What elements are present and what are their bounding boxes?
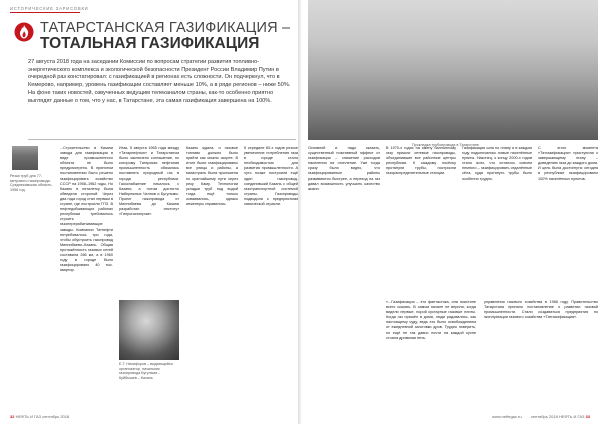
article-title-line1: ТАТАРСТАНСКАЯ ГАЗИФИКАЦИЯ – <box>40 20 291 36</box>
article-title <box>40 21 295 51</box>
lead-divider <box>28 139 296 140</box>
right-page <box>302 0 600 424</box>
article-title-line2: ТОТАЛЬНАЯ ГАЗИФИКАЦИЯ <box>40 35 260 52</box>
footer-center: www.neftegaz.ru <box>492 414 522 419</box>
right-column-quote: «...Газификация – это фантастика, она поистине всего сказать. В самом начале не верили, когда видели первые, порой кустарные газовые плиты. Когда газ пришёл в дома, люди радовались, как настоящему чуду, ведь это было освобождением от ежедневной заготовки дров. Трудно поверить, но ещё не так давно почти на каждой кухне стояла дровяная печь. <box>386 300 476 340</box>
issue-date-left: сентябрь 2018 <box>42 414 70 419</box>
right-column-1: Основной и, надо сказать, существенный позитивный эффект от газификации – снижение расходов населения на отопление. Уже тогда сразу было видно, что газифицированные районы развиваются быстрее, а переход на газ давал возможность улучшить качество жизни. <box>308 146 380 191</box>
column-4: К середине 60-х годов резкое увеличение потребления газа в городе стало необходимостью для развития промышленности. А чуть позже построили ещё один газопровод, соединивший Казань с общей газотранспортной системой страны. Газопроводы подводили к предприятиям химической отрасли. <box>244 146 298 207</box>
pipe-cutting-caption: Резка труб для 77-метрового газопровода. Среднекамская область. 1956 год <box>10 174 53 192</box>
column-3: Казань ждала, и газовое топливо должно было прийти как можно скорее. В итоге были газифицированы все улицы и районы, а магистраль была проложена по кратчайшему пути через реку Каму. Технологии укладки труб под водой тогда ещё только осваивались, однако инженеры справились. <box>186 146 238 207</box>
magazine-name-right: НЕФТЬ И ГАЗ <box>558 414 585 419</box>
magazine-name-left: НЕФТЬ И ГАЗ <box>15 414 42 419</box>
issue-date-right: сентябрь 2018 <box>530 414 558 419</box>
right-column-closing: управления газового хозяйства в 1966 году. Правительство Татарстана приняло постановление о развитии газовой промышленности. Стали создаваться предприятия по эксплуатации газового хозяйства «Татгазификация». <box>484 300 598 320</box>
pipe-cutting-photo <box>12 146 38 170</box>
pipeline-construction-photo <box>308 0 598 140</box>
right-column-2: В 1970-х годах на смену баллонному газу пришли сетевые газопроводы, объединившие все районные центры республики. К каждому посёлку протянули трубы, построили газораспределительные станции. <box>386 146 456 176</box>
rubric-left: ИСТОРИЧЕСКИЕ ЗАРИСОВКИ <box>10 6 89 11</box>
portrait-photo <box>119 300 179 360</box>
portrait-caption: Е.Т. Никифоров – выдающийся организатор, начальник газопровода Бугульма – Куйбышев – Казань <box>119 362 173 380</box>
article-lead: 27 августа 2018 года на заседании Комиссии по вопросам стратегии развития топливно-энергетического комплекса и экологической безопасности Президент России Владимир Путин в очередной раз констатировал: с газификацией в регионах есть сложности. Он подчеркнул, что в Кемерово, например, уровень газификации составляет меньше 10%, а в ряде регионов – ниже 50%. На фоне таких новостей, озвученных ведущим телеканалом страны, как-то особенно приятно выглядят данные о том, что у нас, в Татарстане, эта самая газификация завершена на 100%. <box>28 59 291 104</box>
page-number-left: 32 <box>10 414 15 419</box>
footer-right <box>531 414 590 419</box>
left-page <box>0 0 298 424</box>
page-number-right: 33 <box>585 414 590 419</box>
rubric-rule-left <box>10 12 80 13</box>
gas-flame-logo-icon <box>14 22 34 42</box>
column-1: ...Строительство в Казани завода для газификации в виде промышленного объекта не было предусмотрено. В принятом постановлении было решено газифицировать хозяйство СССР на 1958–1962 годы. Но Казань в пятилетку была обведена стороной. Через два года город стал первым в стране, где построили ГПЗ. В нефтедобывающих районах республики требовалось строить газоперерабатывающие заводы. Компании Татнефти потребовалось три года, чтобы обустроить газопровод Миннибаево–Казань. Общая протяжённость газовых сетей составила 266 км, а в 1960 году в городе было газифицировано 40 тыс. квартир. <box>60 146 113 273</box>
column-2: Итак, 5 августа 1965 года между «Татарнефтью» и Татарстаном было заключено соглашение, по которому Татарская нефтяная промышленность обязалась поставлять природный газ в города республики. Газоснабжение началось с Казани, а потом достигло Набережных Челнов и Бугульмы. Проект газопровода от Миннибаева до Казани разработал институт «Гипрогазтопром». <box>119 146 179 217</box>
right-column-4: С этого момента «Татгазификация» приступила к завершающему этапу – доведению газа до каждого дома. И цель была достигнута: сегодня в республике газифицировано 100% населённых пунктов. <box>538 146 598 181</box>
right-column-3: Газификация шла по плану и в каждом году подключались новые населённые пункты. Наконец, к концу 2000-х годов стало ясно, что осталось совсем немного – газифицировать отдалённые сёла, куда протянуть трубы было особенно трудно. <box>462 146 532 181</box>
footer-left <box>10 414 69 419</box>
pipeline-construction-caption: Прокладка трубопровода в Татарстане <box>412 143 479 147</box>
